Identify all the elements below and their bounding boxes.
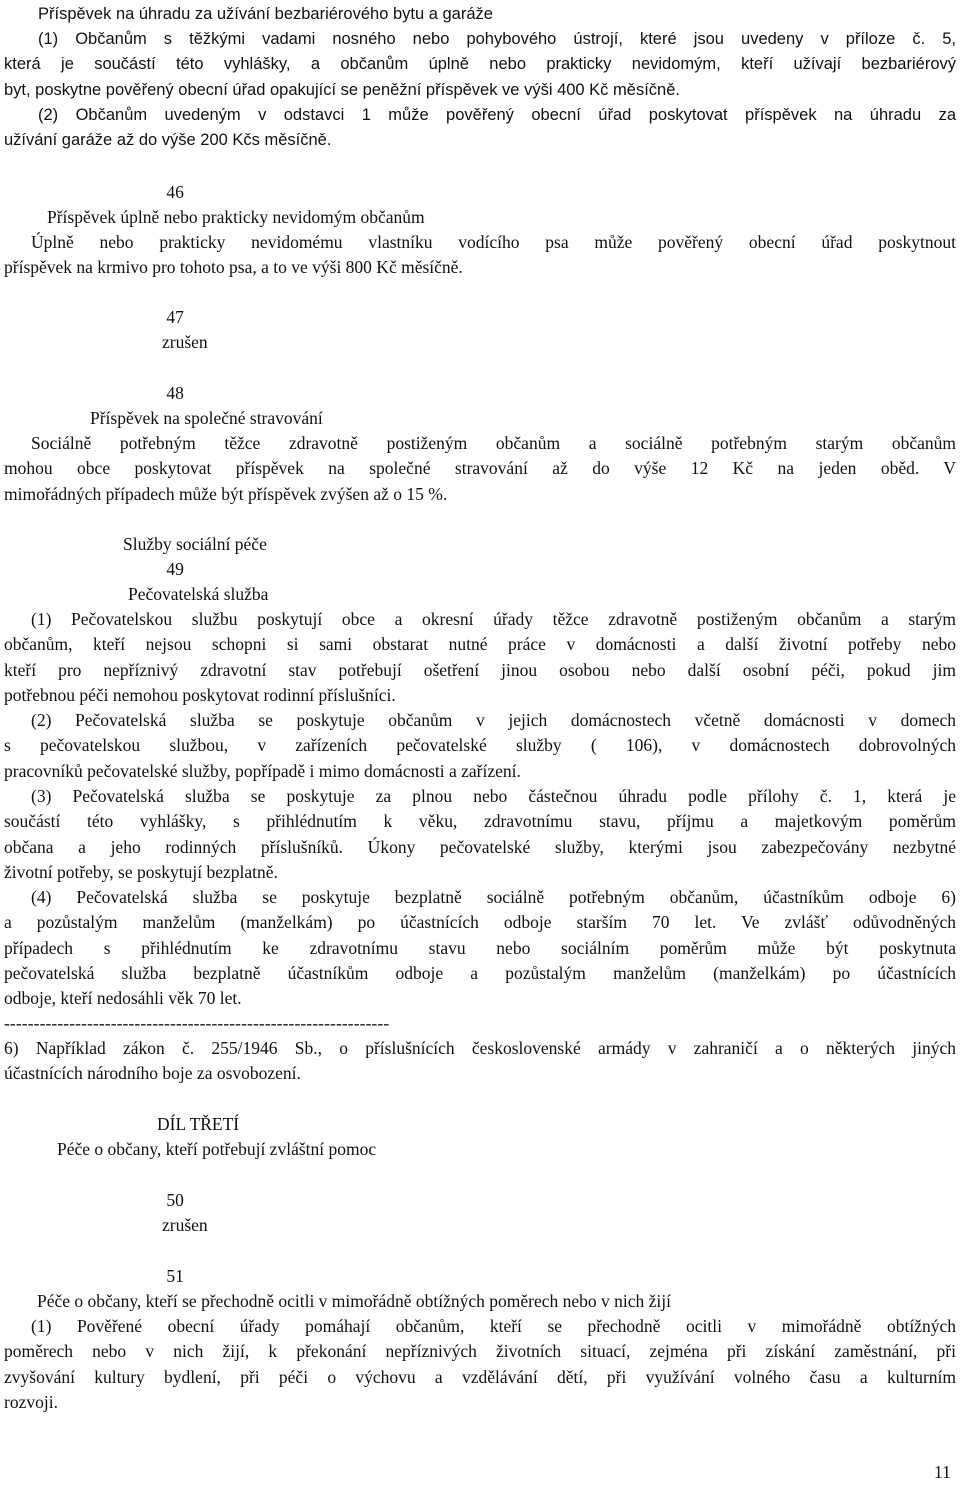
- text-line: životní potřeby, se poskytují bezplatně.: [4, 861, 278, 882]
- text-line: občana a jeho rodinných příslušníků. Úkony pečovatelské služby, kterými jsou zabezpečovány nezbytné: [4, 836, 956, 857]
- paragraph: [4, 27, 956, 103]
- section-title: Příspěvek úplně nebo prakticky nevidomým občanům: [47, 207, 425, 227]
- text-line: byt, poskytne pověřený obecní úřad opakující se peněžní příspěvek ve výši 400 Kč měsíčně.: [4, 80, 680, 99]
- text-line: pečovatelská služba bezplatně účastníkům odboje a pozůstalým manželům (manželkám) po účastnících: [4, 962, 956, 983]
- chapter-heading: Služby sociální péče: [123, 534, 267, 554]
- section-status: zrušen: [162, 332, 208, 352]
- text-line: Sociálně potřebným těžce zdravotně postiženým občanům a sociálně potřebným starým občanům: [31, 433, 956, 453]
- section-number: 47: [162, 307, 184, 327]
- text-line: (1) Občanům s těžkými vadami nosného nebo pohybového ústrojí, které jsou uvedeny v příloze č. 5,: [38, 30, 956, 48]
- text-line: odboje, kteří nedosáhli věk 70 let.: [4, 988, 242, 1009]
- paragraph: [4, 784, 956, 885]
- section-title: Příspěvek na úhradu za užívání bezbariérového bytu a garáže: [38, 5, 493, 23]
- section-number: 50: [162, 1190, 184, 1210]
- text-line: a pozůstalým manželům (manželkám) po účastnících odboje starším 70 let. Ve zvlášť odůvodněných: [4, 912, 956, 933]
- text-line: mohou obce poskytovat příspěvek na společné stravování až do výše 12 Kč na jeden oběd. V: [4, 458, 956, 479]
- text-line: (1) Pečovatelskou službu poskytují obce a okresní úřady těžce zdravotně postiženým občanům a starým: [31, 609, 956, 629]
- section-title: Příspěvek na společné stravování: [90, 408, 323, 428]
- paragraph: [4, 885, 956, 1011]
- section-title: Péče o občany, kteří se přechodně ocitli v mimořádně obtížných poměrech nebo v nich žijí: [37, 1291, 671, 1311]
- paragraph: [4, 1314, 956, 1415]
- paragraph: [4, 230, 956, 281]
- text-line: mimořádných případech může být příspěvek zvýšen až o 15 %.: [4, 483, 448, 504]
- text-line: 6) Například zákon č. 255/1946 Sb., o příslušnících československé armády v zahraničí a o některých jiných: [4, 1038, 956, 1058]
- page-number: 11: [934, 1462, 951, 1482]
- text-line: účastnících národního boje za osvobození.: [4, 1063, 301, 1084]
- section-number: 51: [162, 1266, 184, 1286]
- paragraph: [4, 607, 956, 708]
- text-line: potřebnou péči nemohou poskytovat rodinní příslušníci.: [4, 684, 396, 705]
- section-number: 49: [162, 559, 184, 579]
- text-line: pracovníků pečovatelské služby, popřípadě i mimo domácnosti a zařízení.: [4, 760, 521, 781]
- section-status: zrušen: [162, 1215, 208, 1235]
- paragraph: [4, 103, 956, 154]
- text-line: (3) Pečovatelská služba se poskytuje za plnou nebo částečnou úhradu podle přílohy č. 1, která je: [31, 786, 956, 806]
- text-line: (4) Pečovatelská služba se poskytuje bezplatně sociálně potřebným občanům, účastníkům odboje 6): [31, 887, 956, 907]
- text-line: (2) Pečovatelská služba se poskytuje občanům v jejich domácnostech včetně domácnosti v domech: [31, 710, 956, 730]
- part-heading: DÍL TŘETÍ: [157, 1114, 240, 1134]
- text-line: zvyšování kultury bydlení, při péči o výchovu a vzdělávání dětí, při využívání volného času a kulturním: [4, 1366, 956, 1387]
- text-line: rozvoji.: [4, 1391, 58, 1412]
- section-number: 46: [162, 182, 184, 202]
- text-line: občanům, kteří nejsou schopni si sami obstarat nutné práce v domácnosti a další životní potřeby nebo: [4, 634, 956, 655]
- part-title: Péče o občany, kteří potřebují zvláštní pomoc: [57, 1139, 377, 1159]
- text-line: případech s přihlédnutím ke zdravotnímu stavu nebo sociálním poměrům může být poskytnuta: [4, 937, 956, 958]
- text-line: kteří pro nepříznivý zdravotní stav potřebují ošetření jinou osobou nebo další osobní péči, pokud jim: [4, 659, 956, 680]
- section-number: 48: [162, 383, 184, 403]
- text-line: poměrech nebo v nich žijí, k překonání nepříznivých životních situací, zejména při získání zaměstnání, při: [4, 1341, 956, 1362]
- section-title: Pečovatelská služba: [128, 584, 269, 604]
- text-line: Úplně nebo prakticky nevidomému vlastníku vodícího psa může pověřený obecní úřad poskytnout: [31, 232, 956, 252]
- text-line: součástí této vyhlášky, s přihlédnutím k věku, zdravotnímu stavu, příjmu a majetkovým poměrům: [4, 811, 956, 832]
- footnote-rule: -----------------------------------------------------------------: [4, 1013, 390, 1033]
- text-line: která je součástí této vyhlášky, a občanům úplně nebo prakticky nevidomým, kteří užívají bezbariérový: [4, 55, 956, 74]
- text-line: s pečovatelskou službou, v zařízeních pečovatelské služby ( 106), v domácnostech dobrovolných: [4, 735, 956, 756]
- footnote: [4, 1036, 956, 1087]
- text-line: příspěvek na krmivo pro tohoto psa, a to ve výši 800 Kč měsíčně.: [4, 257, 463, 278]
- text-line: (1) Pověřené obecní úřady pomáhají občanům, kteří se přechodně ocitli v mimořádně obtížných: [31, 1316, 956, 1336]
- text-line: (2) Občanům uvedeným v odstavci 1 může pověřený obecní úřad poskytovat příspěvek na úhradu za: [38, 106, 956, 124]
- paragraph: [4, 431, 956, 507]
- paragraph: [4, 708, 956, 784]
- text-line: užívání garáže až do výše 200 Kčs měsíčně.: [4, 131, 332, 150]
